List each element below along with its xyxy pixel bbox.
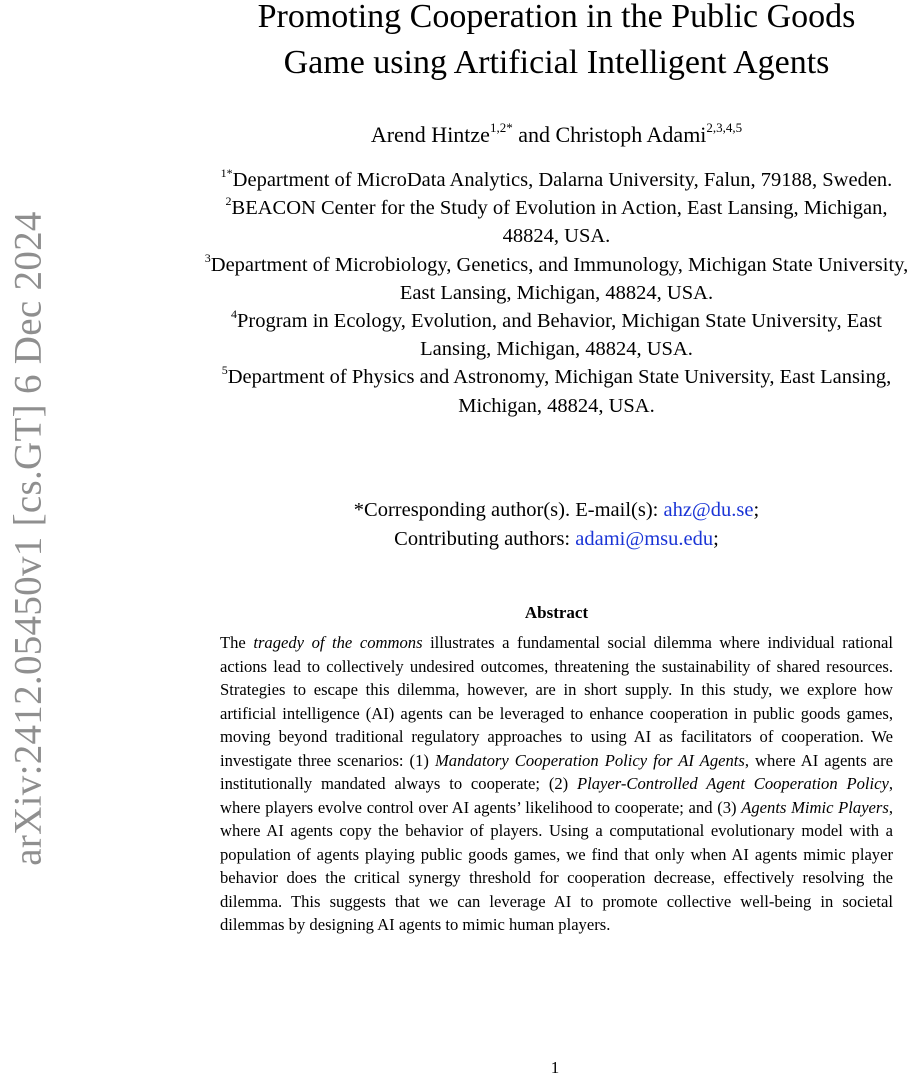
corresponding-author-line bbox=[196, 496, 917, 525]
arxiv-identifier-stamp bbox=[0, 0, 56, 1076]
affiliation-mark: 3 bbox=[204, 250, 211, 265]
author-affiliation-marks: 1,2* bbox=[489, 120, 513, 135]
abstract-emphasis: Agents Mimic Players bbox=[741, 797, 889, 817]
abstract-text: , where AI agents copy the behavior of players. Using a computational evolutionary model with a population of agents playing public goods games, we find that only when AI agents mimic player behavior does the critical synergy threshold for cooperation decrease, effectively resolving the dilemma. This suggests that we can leverage AI to promote collective well-being in societal dilemmas by designing AI agents to mimic human players. bbox=[220, 797, 893, 934]
affiliation-text: Program in Ecology, Evolution, and Behavior, Michigan State University, East Lansing, Michigan, 48824, USA. bbox=[237, 310, 882, 361]
abstract-body bbox=[220, 631, 893, 937]
affiliation-text: Department of Microbiology, Genetics, and Immunology, Michigan State University, East Lansing, Michigan, 48824, USA. bbox=[210, 253, 909, 304]
affiliation-item bbox=[196, 363, 917, 419]
abstract-text: The bbox=[220, 633, 254, 652]
affiliation-item bbox=[196, 166, 917, 194]
abstract-heading: Abstract bbox=[524, 603, 589, 622]
title-line-1: Promoting Cooperation in the Public Goods bbox=[257, 0, 856, 35]
contact-block bbox=[196, 496, 917, 553]
author-list bbox=[196, 120, 917, 150]
affiliation-list bbox=[196, 166, 917, 420]
arxiv-identifier-text: arXiv:2412.05450v1 [cs.GT] 6 Dec 2024 bbox=[6, 210, 50, 866]
abstract-text: , where AI agents are institutionally mandated always to cooperate; (2) bbox=[220, 750, 893, 793]
author-name: Arend Hintze bbox=[370, 122, 490, 147]
author-name: Christoph Adami bbox=[555, 122, 707, 147]
corresponding-label: *Corresponding author(s). E-mail(s): bbox=[353, 499, 659, 521]
contributing-email-link[interactable]: adami@msu.edu bbox=[575, 527, 714, 550]
affiliation-mark: 2 bbox=[225, 194, 232, 209]
affiliation-text: BEACON Center for the Study of Evolution in Action, East Lansing, Michigan, 48824, USA. bbox=[231, 197, 888, 248]
affiliation-item bbox=[196, 307, 917, 363]
author-connector: and bbox=[518, 122, 550, 147]
affiliation-item bbox=[196, 251, 917, 307]
abstract-emphasis: tragedy of the commons bbox=[253, 633, 423, 652]
abstract-emphasis: Player-Controlled Agent Cooperation Policy bbox=[577, 774, 889, 793]
affiliation-text: Department of MicroData Analytics, Dalarna University, Falun, 79188, Sweden. bbox=[232, 169, 893, 191]
abstract-text: illustrates a fundamental social dilemma where individual rational actions lead to collectively undesired outcomes, threatening the sustainability of shared resources. Strategies to escape this dilemma, however, are in short supply. In this study, we explore how artificial intelligence (AI) agents can be leveraged to enhance cooperation in public goods games, moving beyond traditional regulatory approaches to using AI as facilitators of cooperation. We investigate three scenarios: (1) bbox=[220, 633, 893, 770]
abstract-text: , where players evolve control over AI agents’ likelihood to cooperate; and (3) bbox=[220, 774, 893, 817]
affiliation-mark: 5 bbox=[221, 363, 228, 378]
contributing-label: Contributing authors: bbox=[394, 527, 571, 550]
corresponding-email-link[interactable]: ahz@du.se bbox=[663, 499, 754, 521]
contributing-authors-line bbox=[196, 525, 917, 554]
page-number: 1 bbox=[550, 1058, 560, 1077]
affiliation-mark: 1* bbox=[220, 166, 233, 180]
separator: ; bbox=[713, 527, 719, 550]
separator: ; bbox=[753, 499, 760, 521]
paper-title bbox=[196, 0, 917, 86]
author-affiliation-marks: 2,3,4,5 bbox=[706, 120, 743, 135]
abstract-emphasis: Mandatory Cooperation Policy for AI Agents bbox=[434, 750, 745, 770]
affiliation-item bbox=[196, 194, 917, 250]
title-line-2: Game using Artificial Intelligent Agents bbox=[283, 44, 830, 81]
affiliation-mark: 4 bbox=[231, 307, 237, 322]
affiliation-text: Department of Physics and Astronomy, Michigan State University, East Lansing, Michigan, 48824, USA. bbox=[227, 366, 892, 417]
